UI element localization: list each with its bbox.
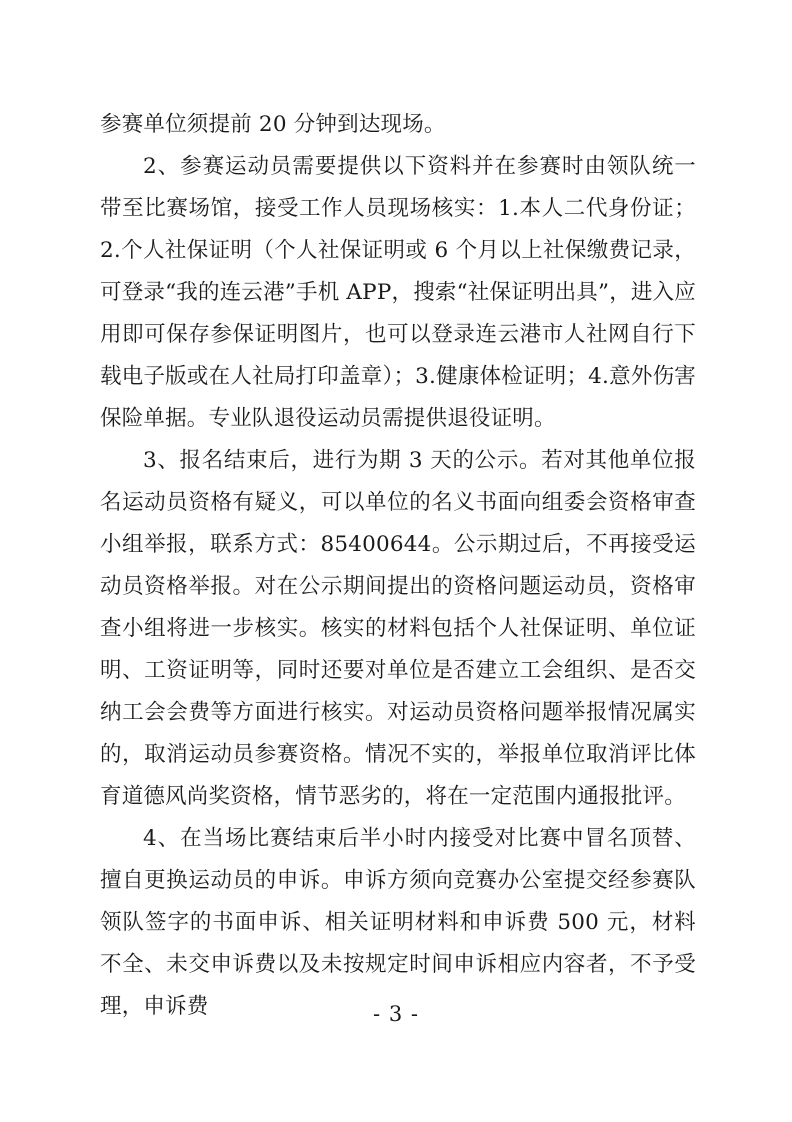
paragraph-item-4: 4、在当场比赛结束后半小时内接受对比赛中冒名顶替、擅自更换运动员的申诉。申诉方须向竞赛办公室提交经参赛队领队签字的书面申诉、相关证明材料和申诉费 500 元，材料不全、未交申诉费以及未按规定时间申诉相应内容者，不予受理，申诉费 — [100, 826, 696, 1019]
document-body — [100, 104, 696, 1028]
paragraph-item-2: 2、参赛运动员需要提供以下资料并在参赛时由领队统一带至比赛场馆，接受工作人员现场核实：1.本人二代身份证；2.个人社保证明（个人社保证明或 6 个月以上社保缴费记录，可登录“我的连云港”手机 APP，搜索“社保证明出具”，进入应用即可保存参保证明图片，也可以登录连云港市人社网自行下载电子版或在人社局打印盖章）；3.健康体检证明；4.意外伤害保险单据。专业队退役运动员需提供退役证明。 — [100, 154, 696, 431]
paragraph-continued: 参赛单位须提前 20 分钟到达现场。 — [100, 112, 446, 137]
paragraph-item-3: 3、报名结束后，进行为期 3 天的公示。若对其他单位报名运动员资格有疑义，可以单位的名义书面向组委会资格审查小组举报，联系方式：85400644。公示期过后，不再接受运动员资格举报。对在公示期间提出的资格问题运动员，资格审查小组将进一步核实。核实的材料包括个人社保证明、单位证明、工资证明等，同时还要对单位是否建立工会组织、是否交纳工会会费等方面进行核实。对运动员资格问题举报情况属实的，取消运动员参赛资格。情况不实的，举报单位取消评比体育道德风尚奖资格，情节恶劣的，将在一定范围内通报批评。 — [100, 448, 696, 809]
page-number: - 3 - — [373, 1002, 419, 1026]
